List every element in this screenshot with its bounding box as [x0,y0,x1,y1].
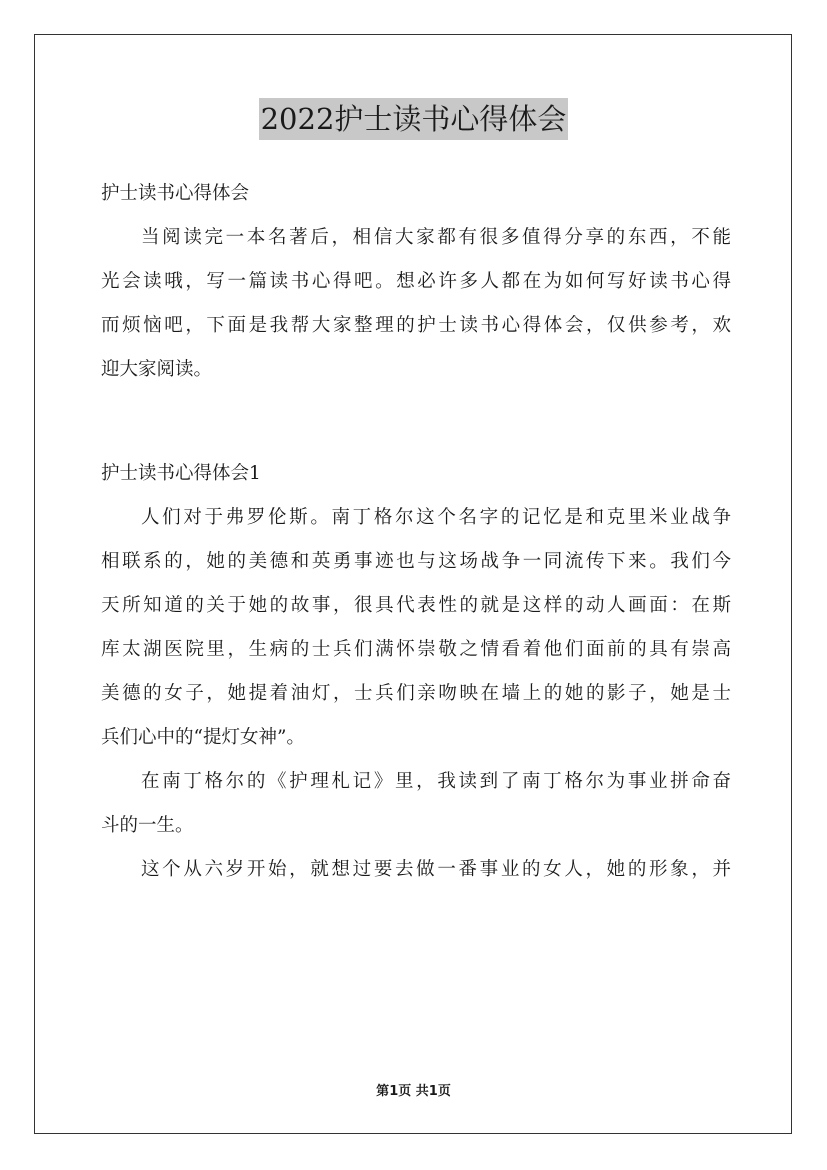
page-suffix: 页 [437,1084,451,1099]
para1-line: 美德的女子，她提着油灯，士兵们亲吻映在墙上的她的影子，她是士 [101,683,731,704]
para1-line: 兵们心中的“提灯女神”。 [101,727,305,748]
page-prefix: 第 [376,1084,390,1099]
page-number: 1 [389,1084,399,1099]
para1-line: 库太湖医院里，生病的士兵们满怀崇敬之情看着他们面前的具有崇高 [101,639,731,660]
para2-line: 在南丁格尔的《护理札记》里，我读到了南丁格尔为事业拼命奋 [141,771,731,792]
para3-line: 这个从六岁开始，就想过要去做一番事业的女人，她的形象，并 [141,859,731,880]
intro-line: 迎大家阅读。 [101,359,213,380]
para1-line: 人们对于弗罗伦斯。南丁格尔这个名字的记忆是和克里米业战争 [141,507,731,528]
document-body [101,172,731,892]
para2-line: 斗的一生。 [101,815,194,836]
intro-line: 光会读哦，写一篇读书心得吧。想必许多人都在为如何写好读书心得 [101,271,731,292]
para1-line: 相联系的，她的美德和英勇事迹也与这场战争一同流传下来。我们今 [101,551,731,572]
document-title: 2022护士读书心得体会 [259,98,569,140]
page-total: 1 [428,1084,438,1099]
intro-heading: 护士读书心得体会 [101,183,250,204]
para1-line: 天所知道的关于她的故事，很具代表性的就是这样的动人画面：在斯 [101,595,731,616]
intro-line: 当阅读完一本名著后，相信大家都有很多值得分享的东西，不能 [141,227,731,248]
section-gap [101,392,731,452]
intro-line: 而烦恼吧，下面是我帮大家整理的护士读书心得体会，仅供参考，欢 [101,315,731,336]
page-mid: 页 共 [398,1084,429,1099]
title-container [0,98,827,140]
section1-heading: 护士读书心得体会1 [101,463,261,484]
page-footer [0,1083,827,1101]
